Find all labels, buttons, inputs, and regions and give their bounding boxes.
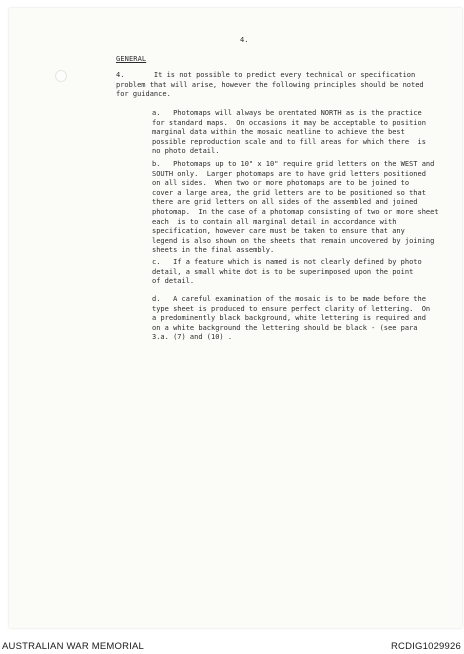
text-line: specification, however care must be taken to ensure that any — [152, 227, 405, 236]
text-line: for standard maps. On occasions it may be acceptable to position — [152, 118, 426, 127]
text-line: on all sides. When two or more photomaps are to be joined to — [152, 179, 410, 188]
text-line: photomap. In the case of a photomap consisting of two or more sheet — [152, 207, 439, 216]
text-line: d. A careful examination of the mosaic is to be made before the — [152, 295, 426, 303]
subparagraph-c — [152, 258, 422, 287]
text-line: of detail. — [152, 277, 195, 286]
text-line: a predominently black background, white lettering is required and — [152, 314, 426, 323]
punch-hole-mark — [55, 70, 67, 82]
text-line: each is to contain all marginal detail in accordance with — [152, 217, 397, 226]
text-line: there are grid letters on all sides of the assembled and joined — [152, 198, 418, 207]
text-line: sheets in the final assembly. — [152, 246, 275, 255]
text-line: detail, a small white dot is to be superimposed upon the point — [152, 267, 414, 276]
text-line: cover a large area, the grid letters are to be positioned so that — [152, 188, 426, 197]
text-line: type sheet is produced to ensure perfect clarity of lettering. On — [152, 304, 431, 313]
text-line: SOUTH only. Larger photomaps are to have grid letters positioned — [152, 169, 426, 178]
text-line: marginal data within the mosaic neatline to achieve the best — [152, 128, 405, 137]
paragraph-4 — [116, 71, 424, 100]
text-line: 4. It is not possible to predict every technical or specification — [116, 71, 416, 79]
subparagraph-a — [152, 109, 426, 157]
text-line: c. If a feature which is named is not clearly defined by photo — [152, 258, 422, 266]
footer-institution: AUSTRALIAN WAR MEMORIAL — [2, 641, 145, 652]
text-line: on a white background the lettering should be black - (see para — [152, 323, 418, 332]
text-line: b. Photomaps up to 10" x 10" require grid letters on the WEST and — [152, 160, 435, 168]
text-line: possible reproduction scale and to fill areas for which there is — [152, 137, 426, 146]
text-line: problem that will arise, however the following principles should be noted — [116, 80, 424, 89]
section-heading: GENERAL — [116, 55, 147, 63]
text-line: legend is also shown on the sheets that remain uncovered by joining — [152, 236, 435, 245]
subparagraph-b — [152, 160, 439, 256]
subparagraph-d — [152, 295, 430, 343]
text-line: 3.a. (7) and (10) . — [152, 333, 233, 342]
text-line: no photo detail. — [152, 147, 220, 156]
page-number: 4. — [240, 36, 249, 44]
text-line: a. Photomaps will always be orentated NORTH as is the practice — [152, 109, 422, 117]
text-line: for guidance. — [116, 90, 171, 99]
footer-record-id: RCDIG1029926 — [391, 641, 461, 652]
